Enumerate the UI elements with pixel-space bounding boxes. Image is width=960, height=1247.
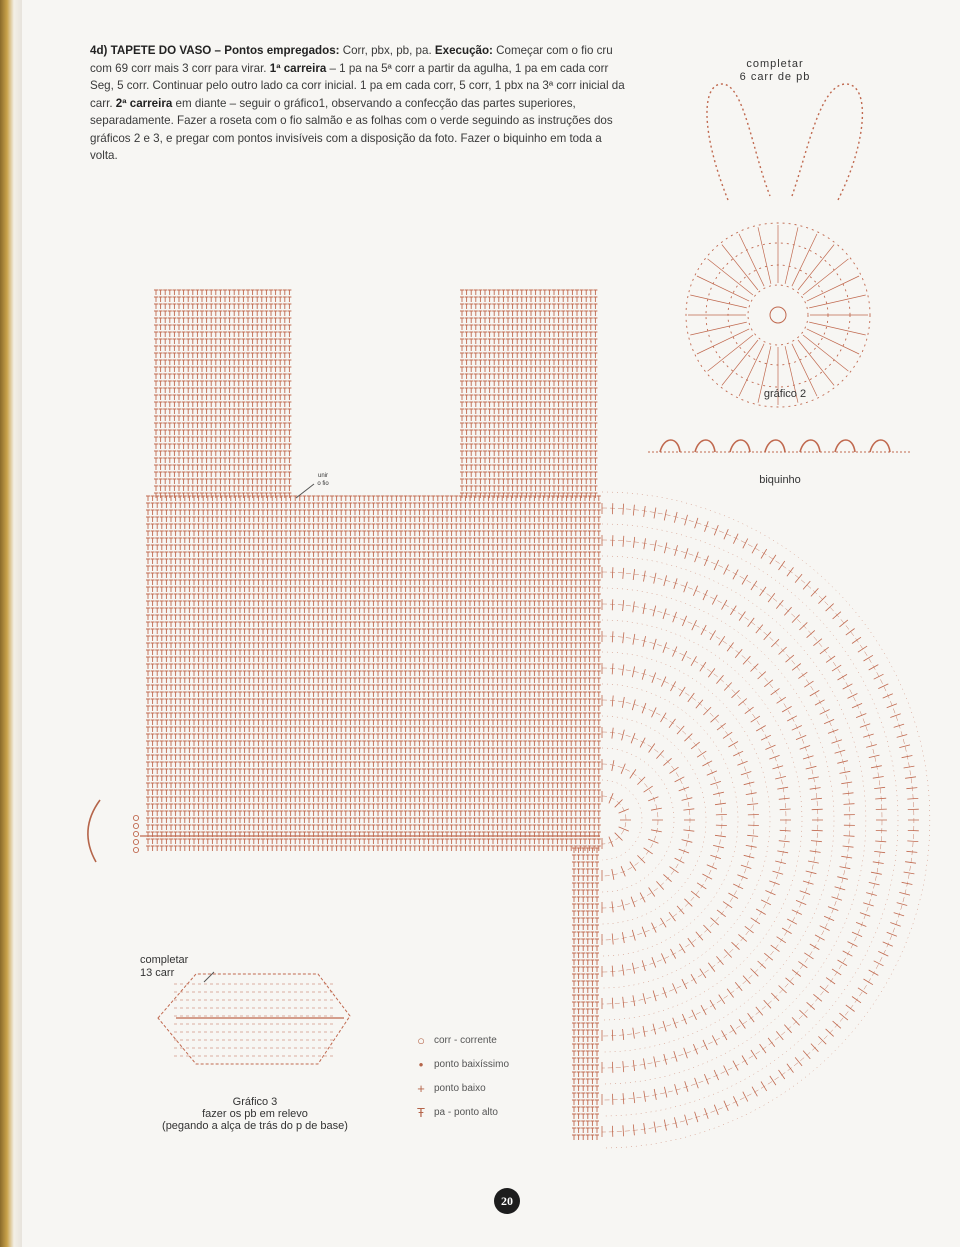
biquinho-edging-chart <box>648 440 912 452</box>
stitch-column <box>578 496 582 851</box>
stitch-column <box>450 496 454 851</box>
stitch-column <box>486 496 490 851</box>
stitch-column <box>440 496 444 851</box>
stitch-column <box>595 848 599 1140</box>
stitch-column <box>316 496 320 851</box>
stitch-column <box>293 496 297 851</box>
stitch-column <box>543 290 547 498</box>
legend-label: ponto baixíssimo <box>434 1058 510 1070</box>
right-ear <box>792 84 862 200</box>
stitch-column <box>205 290 209 498</box>
picot-stitch <box>870 440 890 452</box>
stitch-column <box>154 290 158 498</box>
stitch-column <box>511 290 515 498</box>
stitch-column <box>243 496 247 851</box>
stitch-column <box>264 290 268 498</box>
stitch-column <box>362 496 366 851</box>
stitch-column <box>524 290 528 498</box>
stitch-column <box>436 496 440 851</box>
stitch-column <box>182 290 186 498</box>
stitch-column <box>358 496 362 851</box>
stitch-column <box>146 496 150 851</box>
stitch-column <box>477 496 481 851</box>
start-arc-mark <box>88 800 100 862</box>
double-crochet-icon: Ŧ <box>417 1104 425 1120</box>
chain-stitch <box>133 847 138 852</box>
round-ring <box>602 508 914 1132</box>
stitch-column <box>413 496 417 851</box>
stitch-column <box>454 496 458 851</box>
stitch-column <box>307 496 311 851</box>
legend-row-single <box>408 1076 509 1100</box>
round-stitches <box>602 759 663 881</box>
graph3-caption <box>130 1096 380 1132</box>
legend-row-chain <box>408 1028 509 1052</box>
stitch-column <box>465 290 469 498</box>
stitch-column <box>577 848 581 1140</box>
round-ring <box>602 748 674 892</box>
stitch-column <box>581 848 585 1140</box>
stitch-column <box>463 496 467 851</box>
stitch-column <box>302 496 306 851</box>
stitch-column <box>589 290 593 498</box>
stitch-column <box>468 496 472 851</box>
join-note-line1: unir <box>317 473 328 479</box>
stitch-column <box>284 496 288 851</box>
stitch-column <box>191 290 195 498</box>
stitch-column <box>501 290 505 498</box>
stitch-column <box>252 496 256 851</box>
stitch-column <box>321 496 325 851</box>
stitch-column <box>584 290 588 498</box>
legend-row-double <box>408 1100 509 1124</box>
graph-2-rose-chart <box>686 84 870 407</box>
stitch-column <box>172 290 176 498</box>
chain-stitch <box>133 823 138 828</box>
stitch-column <box>586 848 590 1140</box>
page-number: 20 <box>494 1188 520 1214</box>
round-ring <box>602 524 898 1116</box>
stitch-legend <box>408 1028 509 1124</box>
stitch-column <box>552 290 556 498</box>
stitch-column <box>542 496 546 851</box>
stitch-column <box>274 290 278 498</box>
picot-stitch <box>800 440 820 452</box>
stitch-column <box>580 290 584 498</box>
stitch-column <box>186 290 190 498</box>
stitch-column <box>325 496 329 851</box>
graph3-caption-line3: (pegando a alça de trás do p de base) <box>162 1120 348 1132</box>
picot-stitch <box>765 440 785 452</box>
stitch-column <box>275 496 279 851</box>
stitch-column <box>417 496 421 851</box>
stitch-column <box>538 290 542 498</box>
stitch-column <box>251 290 255 498</box>
stitch-column <box>228 290 232 498</box>
graph2-note <box>720 58 830 84</box>
graph3-note <box>140 954 210 980</box>
stitch-column <box>159 290 163 498</box>
stitch-column <box>557 290 561 498</box>
stitch-column <box>555 496 559 851</box>
stitch-column <box>255 290 259 498</box>
stitch-column <box>515 290 519 498</box>
stitch-column <box>593 290 597 498</box>
legend-label: corr - corrente <box>434 1034 497 1046</box>
legend-label: pa - ponto alto <box>434 1106 498 1118</box>
left-ear <box>707 84 770 200</box>
stitch-column <box>229 496 233 851</box>
stitch-column <box>497 290 501 498</box>
stitch-column <box>177 290 181 498</box>
stitch-column <box>459 496 463 851</box>
stitch-column <box>575 290 579 498</box>
chain-stitch-icon: ○ <box>417 1032 425 1048</box>
stitch-column <box>353 496 357 851</box>
stitch-column <box>261 496 265 851</box>
rose-ring <box>748 285 808 345</box>
stitch-column <box>514 496 518 851</box>
stitch-column <box>238 496 242 851</box>
stitch-column <box>348 496 352 851</box>
single-crochet-icon: + <box>417 1080 425 1096</box>
stitch-column <box>565 496 569 851</box>
rose-center-ring <box>770 307 786 323</box>
stitch-column <box>376 496 380 851</box>
stitch-column <box>151 496 155 851</box>
stitch-column <box>197 496 201 851</box>
stitch-column <box>287 290 291 498</box>
biquinho-caption: biquinho <box>759 474 801 486</box>
stitch-column <box>367 496 371 851</box>
stitch-column <box>547 290 551 498</box>
stitch-column <box>385 496 389 851</box>
stitch-column <box>335 496 339 851</box>
stitch-column <box>168 290 172 498</box>
stitch-column <box>371 496 375 851</box>
stitch-column <box>201 496 205 851</box>
stitch-column <box>408 496 412 851</box>
stitch-column <box>537 496 541 851</box>
stitch-column <box>496 496 500 851</box>
picot-stitch <box>695 440 715 452</box>
stitch-column <box>192 496 196 851</box>
chain-stitch <box>133 815 138 820</box>
stitch-column <box>220 496 224 851</box>
stitch-column <box>474 290 478 498</box>
stitch-column <box>298 496 302 851</box>
stitch-column <box>431 496 435 851</box>
stitch-column <box>560 496 564 851</box>
chain-stitch <box>133 831 138 836</box>
stitch-column <box>505 496 509 851</box>
stitch-column <box>469 290 473 498</box>
stitch-column <box>534 290 538 498</box>
stitch-column <box>269 290 273 498</box>
stitch-column <box>460 290 464 498</box>
round-stitches <box>602 791 631 849</box>
graph3-caption-line1: Gráfico 3 <box>232 1096 278 1108</box>
stitch-column <box>509 496 513 851</box>
join-note-line2: o fio <box>317 481 329 487</box>
stitch-column <box>500 496 504 851</box>
stitch-column <box>519 496 523 851</box>
stitch-column <box>590 848 594 1140</box>
stitch-column <box>233 496 237 851</box>
stitch-column <box>195 290 199 498</box>
stitch-column <box>597 496 601 851</box>
stitch-column <box>174 496 178 851</box>
stitch-column <box>390 496 394 851</box>
stitch-column <box>339 496 343 851</box>
stitch-column <box>588 496 592 851</box>
stitch-column <box>256 496 260 851</box>
stitch-column <box>155 496 159 851</box>
stitch-column <box>241 290 245 498</box>
rose-spokes <box>688 225 868 405</box>
stitch-column <box>532 496 536 851</box>
round-stitches <box>602 535 887 1105</box>
stitch-column <box>551 496 555 851</box>
stitch-column <box>445 496 449 851</box>
round-ring <box>602 588 834 1052</box>
stitch-column <box>232 290 236 498</box>
stitch-column <box>546 496 550 851</box>
stitch-column <box>566 290 570 498</box>
stitch-column <box>492 290 496 498</box>
stitch-column <box>491 496 495 851</box>
stitch-column <box>283 290 287 498</box>
round-ring <box>602 540 882 1100</box>
picot-stitch <box>730 440 750 452</box>
legend-row-slip <box>408 1052 509 1076</box>
stitch-column <box>187 496 191 851</box>
leaf-outline <box>158 974 350 1064</box>
stitch-column <box>278 290 282 498</box>
round-ring <box>602 732 690 908</box>
stitch-column <box>478 290 482 498</box>
round-stitches <box>602 503 919 1137</box>
join-note <box>308 472 338 488</box>
graph2-note-line2: 6 carr de pb <box>739 71 811 83</box>
stitch-column <box>399 496 403 851</box>
stitch-column <box>210 496 214 851</box>
slip-stitch-icon: • <box>418 1056 424 1072</box>
graph3-note-line2: 13 carr <box>140 967 175 979</box>
stitch-column <box>266 496 270 851</box>
stitch-column <box>528 496 532 851</box>
stitch-column <box>178 496 182 851</box>
graph3-caption-line2: fazer os pb em relevo <box>202 1108 308 1120</box>
stitch-column <box>247 496 251 851</box>
graph-3-leaf-chart <box>158 972 350 1064</box>
stitch-column <box>404 496 408 851</box>
legend-label: ponto baixo <box>434 1082 486 1094</box>
graph-1-rug-chart <box>133 290 929 1148</box>
stitch-column <box>237 290 241 498</box>
picot-stitch <box>835 440 855 452</box>
stitch-column <box>279 496 283 851</box>
stitch-column <box>529 290 533 498</box>
stitch-column <box>260 290 264 498</box>
stitch-column <box>344 496 348 851</box>
stitch-column <box>163 290 167 498</box>
stitch-column <box>422 496 426 851</box>
stitch-column <box>183 496 187 851</box>
stitch-column <box>427 496 431 851</box>
stitch-column <box>215 496 219 851</box>
stitch-column <box>289 496 293 851</box>
stitch-column <box>200 290 204 498</box>
stitch-column <box>209 290 213 498</box>
stitch-column <box>488 290 492 498</box>
picot-stitch <box>660 440 680 452</box>
stitch-column <box>572 848 576 1140</box>
stitch-column <box>246 290 250 498</box>
round-stitches <box>602 727 695 913</box>
stitch-column <box>520 290 524 498</box>
stitch-column <box>224 496 228 851</box>
graph3-note-line1: completar <box>140 954 189 966</box>
stitch-column <box>523 496 527 851</box>
stitch-column <box>270 496 274 851</box>
stitch-column <box>160 496 164 851</box>
stitch-column <box>223 290 227 498</box>
stitch-column <box>574 496 578 851</box>
graph2-caption: gráfico 2 <box>763 388 807 400</box>
stitch-column <box>381 496 385 851</box>
graph2-note-line1: completar <box>746 58 804 70</box>
chain-stitch <box>133 839 138 844</box>
stitch-column <box>214 290 218 498</box>
stitch-column <box>218 290 222 498</box>
instructions-paragraph: 4d) TAPETE DO VASO – Pontos empregados: Corr, pbx, pb, pa. Execução: Começar com o fio cru com 69 corr mais 3 corr para virar. 1ª carreira – 1 pa na 5ª corr a partir da agulha, 1 pa em cada corr Seg, 5 corr. Continuar pelo outro lado ca corr inicial. 1 pa em cada corr, 5 corr, 1 pbx na 3ª corr inicial da carr. 2ª carreira em diante – seguir o gráfico1, observando a confecção das partes superiores, separadamente. Fazer a roseta com o fio salmão e as folhas com o verde seguindo as instruções dos gráficos 2 e 3, e pregar com pontos invisíveis com a disposição da foto. Fazer o biquinho em toda a volta. <box>90 44 625 162</box>
stitch-column <box>569 496 573 851</box>
stitch-column <box>583 496 587 851</box>
stitch-column <box>312 496 316 851</box>
stitch-column <box>592 496 596 851</box>
stitch-column <box>482 496 486 851</box>
stitch-column <box>169 496 173 851</box>
stitch-column <box>330 496 334 851</box>
stitch-column <box>206 496 210 851</box>
stitch-column <box>561 290 565 498</box>
stitch-column <box>473 496 477 851</box>
stitch-column <box>164 496 168 851</box>
stitch-column <box>506 290 510 498</box>
stitch-column <box>394 496 398 851</box>
stitch-column <box>570 290 574 498</box>
round-ring <box>602 556 866 1084</box>
stitch-column <box>483 290 487 498</box>
